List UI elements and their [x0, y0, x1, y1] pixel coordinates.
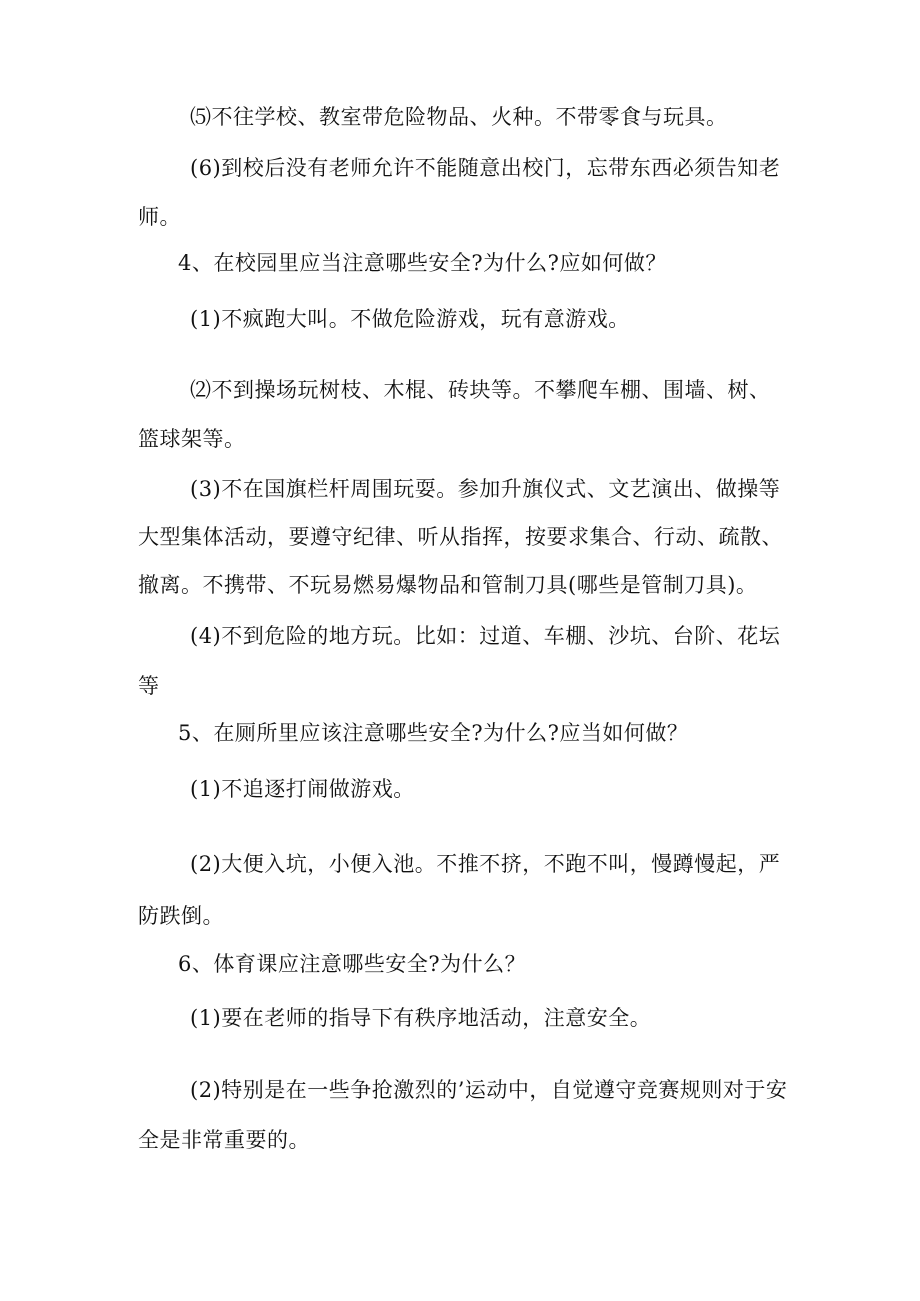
paragraph-item-6-line-1: (6)到校后没有老师允许不能随意出校门，忘带东西必须告知老 [190, 156, 781, 180]
paragraph-4-1: (1)不疯跑大叫。不做危险游戏，玩有意游戏。 [190, 307, 630, 331]
section-heading-4: 4、在校园里应当注意哪些安全?为什么?应如何做？ [178, 251, 667, 275]
paragraph-4-2-line-1: ⑵不到操场玩树枝、木棍、砖块等。不攀爬车棚、围墙、树、 [190, 378, 771, 402]
paragraph-6-2-line-1: (2)特别是在一些争抢激烈的’运动中，自觉遵守竞赛规则对于安 [190, 1078, 788, 1102]
section-heading-6: 6、体育课应注意哪些安全?为什么？ [178, 952, 527, 976]
paragraph-5-1: (1)不追逐打闹做游戏。 [190, 777, 415, 801]
paragraph-6-2-line-2: 全是非常重要的。 [138, 1128, 310, 1152]
paragraph-4-3-line-2: 大型集体活动，要遵守纪律、听从指挥，按要求集合、行动、疏散、 [138, 525, 783, 549]
paragraph-4-2-line-2: 篮球架等。 [138, 427, 246, 451]
paragraph-6-1: (1)要在老师的指导下有秩序地活动，注意安全。 [190, 1006, 652, 1030]
paragraph-4-4-line-1: (4)不到危险的地方玩。比如：过道、车棚、沙坑、台阶、花坛 [190, 624, 781, 648]
paragraph-5-2-line-2: 防跌倒。 [138, 904, 224, 928]
paragraph-5-2-line-1: (2)大便入坑，小便入池。不推不挤，不跑不叫，慢蹲慢起，严 [190, 852, 781, 876]
section-heading-5: 5、在厕所里应该注意哪些安全?为什么?应当如何做？ [178, 721, 689, 745]
paragraph-4-4-line-2: 等 [138, 674, 160, 698]
paragraph-4-3-line-1: (3)不在国旗栏杆周围玩耍。参加升旗仪式、文艺演出、做操等 [190, 477, 781, 501]
paragraph-4-3-line-3: 撤离。不携带、不玩易燃易爆物品和管制刀具(哪些是管制刀具)。 [138, 573, 758, 597]
paragraph-item-5-line: ⑸不往学校、教室带危险物品、火种。不带零食与玩具。 [190, 105, 728, 129]
paragraph-item-6-line-2: 师。 [138, 205, 181, 229]
